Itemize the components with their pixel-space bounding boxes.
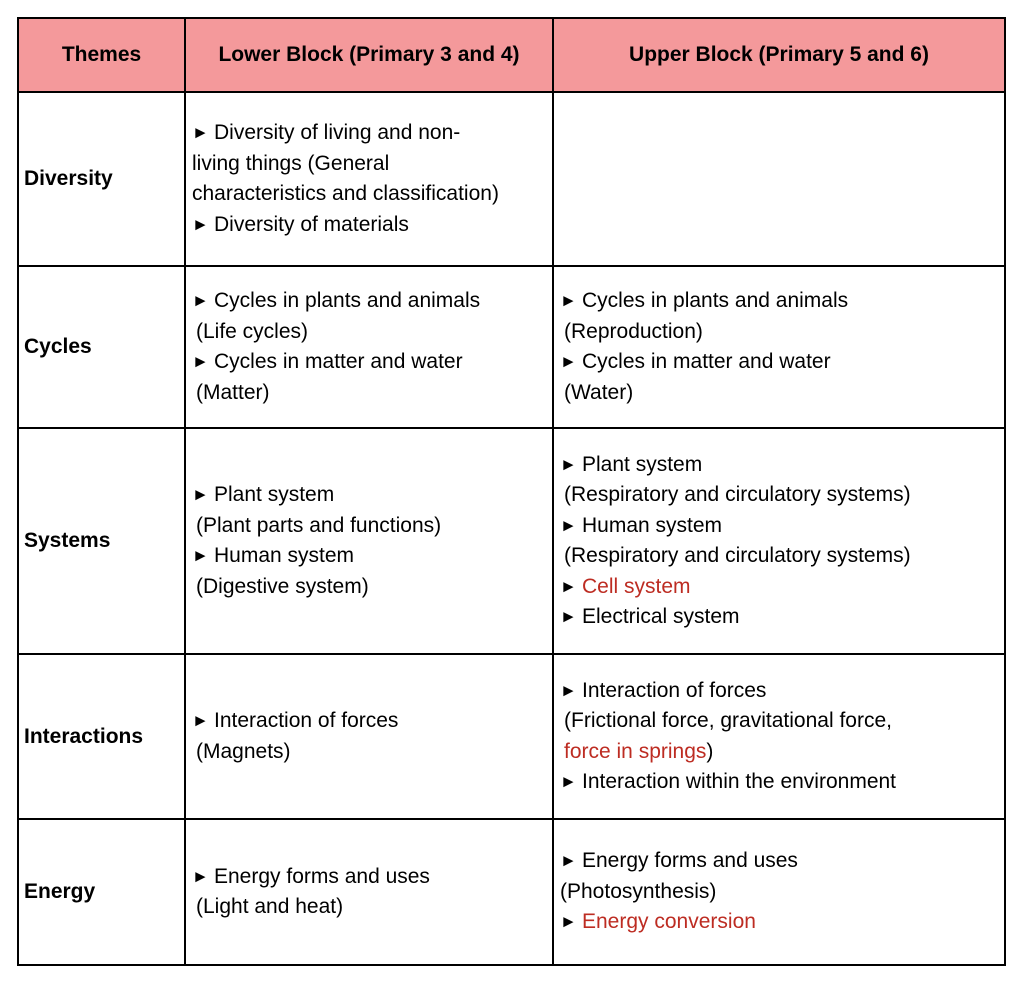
bullet-item: ► Plant system (192, 480, 548, 511)
bullet-arrow-icon: ► (560, 515, 577, 535)
bullet-arrow-icon: ► (192, 866, 209, 886)
bullet-item: ► Energy forms and uses (560, 846, 1000, 877)
curriculum-themes-table (17, 17, 1006, 966)
lower-block-cell (185, 266, 553, 428)
lower-block-cell (185, 428, 553, 654)
table-header-row (18, 18, 1005, 92)
bullet-item: ► Interaction of forces (192, 706, 548, 737)
upper-block-cell (553, 654, 1005, 819)
table-row-systems (18, 428, 1005, 654)
theme-label: Diversity (18, 92, 185, 266)
upper-block-cell (553, 819, 1005, 965)
bullet-detail: (Frictional force, gravitational force, (564, 709, 892, 732)
bullet-item: ► Cycles in plants and animals (560, 286, 1000, 317)
bullet-item: ► Electrical system (560, 602, 1000, 633)
bullet-item: ► Human system (192, 541, 548, 572)
bullet-arrow-icon: ► (560, 291, 577, 310)
bullet-item: ► Energy forms and uses (192, 862, 548, 893)
bullet-detail: (Respiratory and circulatory systems) (564, 483, 911, 506)
bullet-detail: (Light and heat) (196, 895, 344, 918)
bullet-arrow-icon: ► (192, 711, 209, 730)
bullet-item: ► Plant system (560, 450, 1000, 481)
bullet-arrow-icon: ► (560, 680, 577, 700)
upper-block-cell (553, 266, 1005, 428)
bullet-detail: (Life cycles) (196, 319, 309, 343)
table-row-energy (18, 819, 1005, 965)
table-row-cycles (18, 266, 1005, 428)
bullet-item: ► Cycles in matter and water (560, 347, 1000, 378)
bullet-arrow-icon: ► (560, 576, 577, 596)
bullet-item: ► Cycles in matter and water (192, 347, 548, 378)
bullet-item: ► Human system (560, 511, 1000, 542)
lower-block-cell (185, 819, 553, 965)
bullet-arrow-icon: ► (192, 214, 209, 234)
lower-block-cell (185, 654, 553, 819)
bullet-detail: (Plant parts and functions) (196, 513, 442, 537)
bullet-detail: (Digestive system) (196, 574, 369, 598)
bullet-arrow-icon: ► (192, 352, 209, 371)
bullet-arrow-icon: ► (560, 851, 577, 871)
upper-block-cell (553, 428, 1005, 654)
bullet-detail: (Matter) (196, 380, 270, 404)
theme-label: Energy (18, 819, 185, 965)
bullet-arrow-icon: ► (560, 912, 577, 932)
bullet-item-highlighted: ► Cell system (560, 572, 1000, 603)
theme-label: Interactions (18, 654, 185, 819)
bullet-arrow-icon: ► (192, 291, 209, 310)
header-upper-block: Upper Block (Primary 5 and 6) (553, 18, 1005, 92)
bullet-continuation: living things (General (192, 151, 390, 175)
table-row-interactions (18, 654, 1005, 819)
table-row-diversity (18, 92, 1005, 266)
bullet-arrow-icon: ► (192, 485, 209, 504)
bullet-detail: (Magnets) (196, 739, 291, 763)
bullet-detail: (Water) (564, 380, 634, 404)
lower-block-cell (185, 92, 553, 266)
bullet-arrow-icon: ► (560, 352, 577, 371)
bullet-arrow-icon: ► (192, 546, 209, 565)
bullet-arrow-icon: ► (560, 607, 577, 626)
bullet-detail: force in springs) (564, 739, 714, 763)
bullet-detail: (Photosynthesis) (560, 879, 717, 903)
bullet-continuation: characteristics and classification) (192, 182, 499, 205)
theme-label: Systems (18, 428, 185, 654)
header-lower-block: Lower Block (Primary 3 and 4) (185, 18, 553, 92)
bullet-item: ► Diversity of living and non- (192, 118, 548, 149)
bullet-item: ► Interaction of forces (560, 676, 1000, 707)
highlighted-text: force in springs (564, 739, 707, 763)
bullet-arrow-icon: ► (560, 772, 577, 791)
bullet-item: ► Cycles in plants and animals (192, 286, 548, 317)
bullet-arrow-icon: ► (192, 123, 209, 142)
bullet-arrow-icon: ► (560, 454, 577, 474)
header-themes: Themes (18, 18, 185, 92)
bullet-detail: (Respiratory and circulatory systems) (564, 544, 911, 567)
upper-block-cell-empty (553, 92, 1005, 266)
theme-label: Cycles (18, 266, 185, 428)
bullet-item-highlighted: ► Energy conversion (560, 907, 1000, 938)
bullet-item: ► Diversity of materials (192, 210, 548, 241)
bullet-detail: (Reproduction) (564, 319, 703, 343)
bullet-item: ► Interaction within the environment (560, 767, 1000, 798)
